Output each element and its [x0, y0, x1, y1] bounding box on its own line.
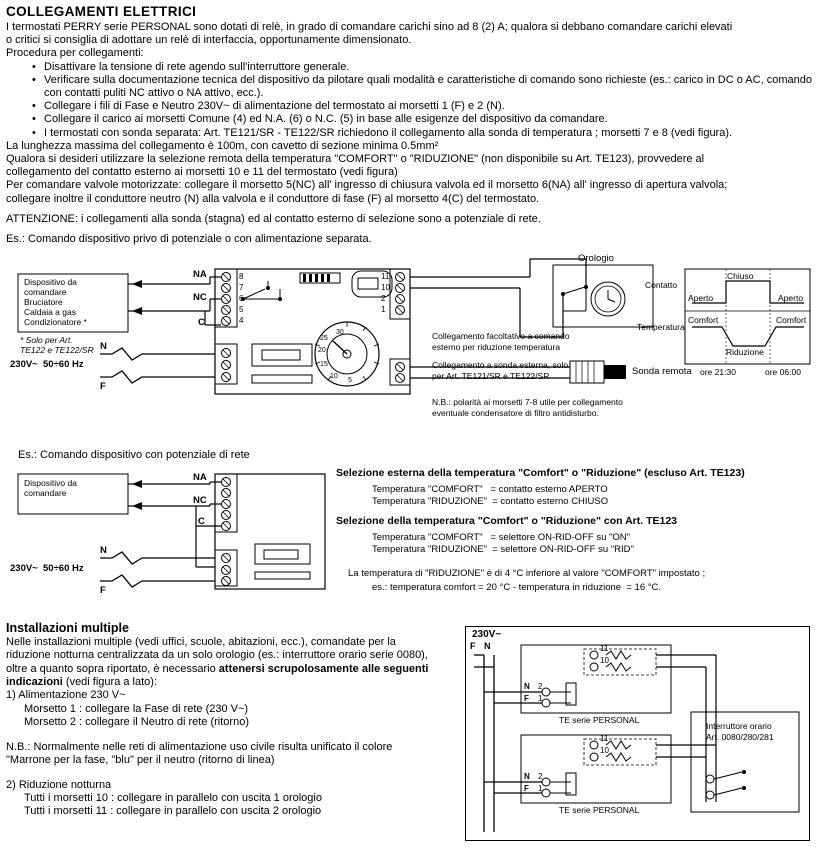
device2-box-line-0: Dispositivo da — [24, 478, 77, 489]
list-item: • Collegare il carico ai morsetti Comune (4) ed N.A. (6) o N.C. (5) in base alle esigenze del dispositivo da comandare. — [0, 113, 817, 126]
device-box-line-3: Caldaia a gas — [24, 307, 76, 318]
terminal-number-11: 11 — [381, 272, 390, 282]
multiple-line-0: Nelle installazioni multiple (vedi uffici, scuole, abitazioni, ecc.), comandate per la — [6, 635, 396, 648]
after-line-3: Per comandare valvole motorizzate: collegare il morsetto 5(NC) all' ingresso di chiusura valvola ed il morsetto 6(NA) all' ingresso di apertura valvola; — [6, 179, 728, 192]
clock-note-line-1: esterno per riduzione temperatura — [432, 342, 561, 353]
chart-aperto-right: Aperto — [778, 293, 804, 304]
phase2-n-label: N — [100, 545, 107, 557]
device-note-line-0: * Solo per Art. — [20, 335, 73, 346]
clock-label: Orologio — [578, 253, 614, 265]
list-item: • Disattivare la tensione di rete agendo sull'interruttore generale. — [0, 61, 817, 74]
fig3-supply-label: 230V~ — [472, 629, 502, 641]
chart-chiuso-label: Chiuso — [727, 271, 754, 282]
chart-time-right: ore 06:00 — [765, 367, 801, 378]
selection-external-row-1: Temperatura "RIDUZIONE" = contatto esterno CHIUSO — [372, 496, 609, 508]
figure-multiple-drawing-frame — [465, 626, 810, 841]
fig3-terminal-1-b: 1 — [538, 784, 543, 794]
dial-tick-10: 10 — [330, 373, 338, 381]
multiple-bold-frag-1: attenersi scrupolosamente alle seguenti — [218, 662, 429, 675]
terminal-number-4: 4 — [239, 316, 244, 326]
after-line-4: collegare inoltre il conduttore neutro (N) alla valvola e il conduttore di fase (F) al morsetto 4(C) del termostato. — [6, 192, 540, 205]
device-box-line-2: Bruciatore — [24, 297, 63, 308]
fig3-unit-label-a: TE serie PERSONAL — [559, 715, 640, 726]
phase-f-label: F — [100, 381, 106, 393]
device2-box-line-1: comandare — [24, 488, 67, 499]
nb-line-1: eventuale condensatore di filtro antidisturbo. — [432, 408, 599, 419]
example2-caption: Es.: Comando dispositivo con potenziale di rete — [18, 449, 250, 462]
probe-note-line-0: Collegamento a sonda esterna, solo — [432, 360, 569, 371]
selection-external-heading: Selezione esterna della temperatura "Comfort" o "Riduzione" (escluso Art. TE123) — [336, 467, 745, 480]
procedure-bullet-list — [0, 61, 817, 140]
fig3-n-b: N — [524, 772, 530, 782]
after-line-2: collegamento del contatto esterno ai morsetti 10 e 11 del termostato (vedi figura) — [6, 166, 398, 179]
attention-note: ATTENZIONE: i collegamenti alla sonda (stagna) ed al contatto esterno di selezione sono a potenziale di rete. — [6, 212, 541, 225]
fig3-f-label: F — [470, 641, 476, 652]
section-multiple-installations — [0, 622, 817, 847]
mains-supply-label: 230V~ 50÷60 Hz — [10, 359, 84, 371]
terminal-number-5: 5 — [239, 305, 244, 315]
selection-te123-row-0: Temperatura "COMFORT" = selettore ON-RID-OFF su "ON" — [372, 532, 630, 544]
phase2-f-label: F — [100, 585, 106, 597]
fig3-n-label: N — [484, 641, 491, 652]
terminal-c-label: C — [198, 317, 205, 329]
multiple-item-1-sub-1: Morsetto 2 : collegare il Neutro di rete (ritorno) — [24, 716, 249, 729]
terminal2-c-label: C — [198, 516, 205, 528]
selection-te123-heading: Selezione della temperatura "Comfort" o "Riduzione" con Art. TE123 — [336, 515, 677, 528]
remote-probe-label: Sonda remota — [632, 366, 692, 378]
intro-line-0: I termostati PERRY serie PERSONAL sono dotati di relè, in grado di comandare carichi sino ad 8 (2) A; qualora si debbano comandare carichi elevati — [6, 21, 733, 33]
chart-aperto-left: Aperto — [688, 293, 714, 304]
clock-note-line-0: Collegamento facoltativo a comando — [432, 331, 570, 342]
fig3-terminal-2-a: 2 — [538, 682, 543, 692]
terminal-number-10: 10 — [381, 283, 390, 293]
figure-wiring-isolated — [0, 249, 817, 449]
fig3-clock-label-1: Art. 0080/280/281 — [706, 732, 774, 743]
fig3-clock-label-0: Interruttore orario — [706, 721, 772, 732]
multiple-item-2-sub-0: Tutti i morsetti 10 : collegare in parallelo con uscita 1 orologio — [24, 791, 322, 804]
fig3-terminal-10-a: 10 — [600, 656, 609, 666]
multiple-text-column — [6, 622, 456, 818]
multiple-nb-0: N.B.: Normalmente nelle reti di alimentazione uso civile risulta unificato il colore — [6, 740, 393, 753]
phase-n-label: N — [100, 341, 107, 353]
multiple-bold-frag-2: indicazioni — [6, 676, 63, 689]
selection-external-row-0: Temperatura "COMFORT" = contatto esterno APERTO — [372, 484, 608, 496]
multiple-item-2-sub-1: Tutti i morsetti 11 : collegare in parallelo con uscita 2 orologio — [24, 805, 322, 818]
list-item: • I termostati con sonda separata: Art. TE121/SR - TE122/SR richiedono il collegamento alla sonda di temperatura ; morsetti 7 e 8 (vedi figura). — [0, 127, 817, 140]
terminal-number-2: 2 — [381, 294, 386, 304]
reduction-note-line-0: La temperatura di "RIDUZIONE" è di 4 °C inferiore al valore "COMFORT" impostato ; — [348, 568, 706, 580]
terminal-nc-label: NC — [193, 292, 207, 304]
multiple-line-2: oltre a quanto sopra riportato, è necessario attenersi scrupolosamente alle seguenti — [6, 662, 429, 675]
fig3-terminal-10-b: 10 — [600, 746, 609, 756]
dial-tick-25: 25 — [320, 335, 328, 343]
after-bullets-paragraph — [0, 140, 817, 206]
probe-note-line-1: per Art. TE121/SR e TE122/SR — [432, 371, 550, 382]
device-box-line-1: comandare — [24, 287, 67, 298]
fig3-f-a: F — [524, 694, 529, 704]
intro-paragraph — [0, 21, 817, 61]
fig3-f-b: F — [524, 784, 529, 794]
temperature-label: Temperatura — [637, 322, 685, 333]
figure-wiring-mains — [0, 462, 817, 622]
after-line-0: La lunghezza massima del collegamento è 100m, con cavetto di sezione minima 0.5mm² — [6, 139, 439, 152]
chart-riduzione-label: Riduzione — [726, 347, 764, 358]
fig3-unit-label-b: TE serie PERSONAL — [559, 805, 640, 816]
dial-tick-20: 20 — [318, 347, 326, 355]
multiple-line-3: indicazioni (vedi figura a lato): — [6, 676, 157, 689]
fig3-terminal-11-a: 11 — [600, 644, 609, 654]
chart-time-left: ore 21:30 — [700, 367, 736, 378]
list-item: • Verificare sulla documentazione tecnica del dispositivo da pilotare quali modalità e caratteristiche di comando sono richieste (es.: carico in DC o AC, comando con contatti puliti NC attivo o NA attivo, ecc.). — [0, 74, 817, 100]
contact-label: Contatto — [645, 280, 678, 291]
dial-tick-15: 15 — [320, 361, 328, 369]
chart-comfort-right: Comfort — [776, 315, 807, 326]
dial-tick-5: 5 — [348, 377, 352, 385]
terminal-number-7: 7 — [239, 283, 244, 293]
multiple-item-1: 1) Alimentazione 230 V~ — [6, 689, 126, 702]
fig3-n-a: N — [524, 682, 530, 692]
terminal2-na-label: NA — [193, 472, 207, 484]
multiple-item-1-sub-0: Morsetto 1 : collegare la Fase di rete (230 V~) — [24, 702, 249, 715]
list-item: • Collegare i fili di Fase e Neutro 230V~ di alimentazione del termostato ai morsetti 1 (F) e 2 (N). — [0, 100, 817, 113]
page-title: COLLEGAMENTI ELETTRICI — [6, 4, 197, 19]
multiple-line-1: riduzione notturna centralizzata da un solo orologio (es.: interruttore orario serie 0080), — [6, 649, 428, 662]
device-box-line-0: Dispositivo da — [24, 277, 77, 288]
example1-caption: Es.: Comando dispositivo privo di potenziale o con alimentazione separata. — [6, 233, 372, 246]
fig3-terminal-11-b: 11 — [600, 734, 609, 744]
reduction-note-line-1: es.: temperatura comfort = 20 °C - temperatura in riduzione = 16 °C. — [372, 582, 662, 594]
chart-comfort-left: Comfort — [688, 315, 719, 326]
terminal2-nc-label: NC — [193, 495, 207, 507]
device-note-line-1: TE122 e TE122/SR — [20, 345, 94, 356]
terminal-number-6: 6 — [239, 294, 244, 304]
terminal-number-1: 1 — [381, 305, 386, 315]
figure1-drawing — [0, 249, 817, 449]
selection-te123-row-1: Temperatura "RIDUZIONE" = selettore ON-RID-OFF su "RID" — [372, 544, 634, 556]
after-line-1: Qualora si desideri utilizzare la selezione remota della temperatura "COMFORT" o "RIDUZIONE" (non disponibile su Art. TE123), provvedere al — [6, 153, 705, 166]
fig3-terminal-1-a: 1 — [538, 694, 543, 704]
multiple-item-2: 2) Riduzione notturna — [6, 778, 112, 791]
multiple-nb-1: "Marrone per la fase, "blu" per il neutro (ritorno di linea) — [6, 754, 275, 767]
nb-line-0: N.B.: polarità ai morsetti 7-8 utile per collegamento — [432, 397, 623, 408]
terminal-number-8: 8 — [239, 272, 244, 282]
intro-line-2: Procedura per collegamenti: — [6, 47, 144, 60]
multiple-heading: Installazioni multiple — [6, 621, 129, 636]
fig3-terminal-2-b: 2 — [538, 772, 543, 782]
intro-line-1: o critici si consiglia di adottare un relè di interfaccia, opportunamente dimensionato. — [6, 34, 412, 47]
dial-tick-30: 30 — [336, 329, 344, 337]
terminal-na-label: NA — [193, 269, 207, 281]
device-box-line-4: Condizionatore * — [24, 317, 87, 328]
mains2-supply-label: 230V~ 50÷60 Hz — [10, 563, 84, 575]
